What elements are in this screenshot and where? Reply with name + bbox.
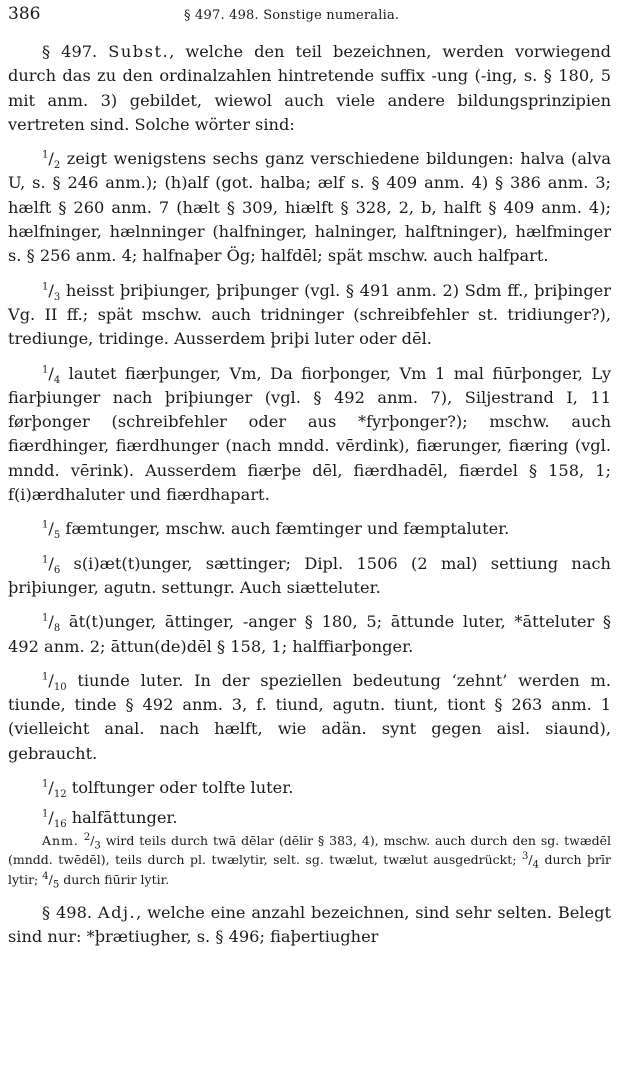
section-keyword: Adj.: [97, 903, 137, 923]
section-keyword: Subst.: [108, 42, 170, 61]
fraction: $^2/_3$: [83, 831, 101, 852]
page-header: [8, 0, 611, 30]
entry-text: halfāttunger.: [66, 808, 178, 828]
entry-eighth: [8, 610, 611, 659]
entry-third: [8, 279, 611, 352]
fraction: $^1/_5$: [42, 519, 61, 542]
fraction: $^1/_6$: [42, 553, 61, 576]
entry-text: fæmtunger, mschw. auch fæmtinger und fæmptaluter.: [60, 519, 510, 539]
fraction: $^1/_3$: [42, 280, 61, 303]
running-title: § 497. 498. Sonstige numeralia.: [184, 8, 400, 23]
annotation-note: [8, 831, 611, 890]
entry-quarter: [8, 362, 611, 508]
paragraph-text: , welche den teil bezeichnen, werden vorwiegend durch das zu den ordinalzahlen hintretende suffix -ung (-ing, s. § 180, 5 mit anm. 3) gebildet, wiewol auch viele andere bildungsprinzipien vertreten sind. Solche wörter sind:: [8, 42, 611, 134]
fraction: $^1/_{10}$: [42, 670, 67, 694]
entry-fifth: [8, 517, 611, 541]
fraction: $^1/_{16}$: [42, 808, 67, 831]
entry-tenth: [8, 669, 611, 766]
note-text: durch fiūrir lytir.: [59, 871, 170, 887]
entry-sixth: [8, 552, 611, 601]
fraction: $^3/_4$: [522, 850, 539, 871]
entry-text: zeigt wenigstens sechs ganz verschiedene bildungen: halva (alva U, s. § 246 anm.); (h)alf (got. halba; ælf s. § 409 anm. 4) § 386 anm. 3; hælft § 260 anm. 7 (hælt § 309, hiælft § 328, 2, b, halft § 409 anm. 4); hælfninger, hælnninger (halfninger, halninger, halftninger), hælfminger s. § 256 anm. 4; halfnaþer Ög; halfdēl; spät mschw. auch halfpart.: [8, 149, 611, 266]
page-number: 386: [8, 4, 41, 24]
entry-text: s(i)æt(t)unger, sættinger; Dipl. 1506 (2 mal) settiung nach þriþiunger, agutn. settungr. Auch siætteluter.: [8, 553, 611, 597]
section-number: § 497.: [42, 42, 98, 61]
entry-text: tiunde luter. In der speziellen bedeutung ‘zehnt’ werden m. tiunde, tinde § 492 anm. 3, f. tiund, agutn. tiunt, tiont § 263 anm. 1 (vielleicht anal. nach hælft, wie adän. synt gegen aisl. siaund), gebraucht.: [8, 670, 611, 763]
note-text: wird teils durch twā dēlar (dēlir § 383, 4), mschw. auch durch den sg. twædēl (mndd. twēdēl), teils durch pl. twælytir, selt. sg. twælut, twælut ausgedrückt;: [8, 832, 611, 868]
note-text: durch þrīr lytir;: [8, 852, 611, 887]
entry-twelfth: [8, 776, 611, 800]
entry-text: āt(t)unger, āttinger, -anger § 180, 5; āttunde luter, *ātteluter § 492 anm. 2; āttun(de)dēl § 158, 1; halffiarþonger.: [8, 612, 611, 656]
section-number: § 498.: [42, 903, 93, 923]
entry-sixteenth: [8, 806, 611, 830]
book-page: [8, 0, 611, 950]
entry-half: [8, 147, 611, 268]
entry-text: heisst þriþiunger, þriþunger (vgl. § 491 anm. 2) Sdm ff., þriþinger Vg. II ff.; spät mschw. auch tridninger (schreibfehler st. tridiunger?), trediunge, tridinge. Ausserdem þriþi luter oder dēl.: [8, 280, 611, 349]
fraction: $^1/_{12}$: [42, 778, 67, 801]
fraction: $^1/_8$: [42, 612, 61, 635]
fraction: $^4/_5$: [42, 870, 60, 891]
paragraph-498: [8, 901, 611, 950]
note-label: Anm.: [42, 832, 79, 848]
paragraph-497: [8, 40, 611, 137]
fraction: $^1/_2$: [42, 149, 61, 172]
fraction: $^1/_4$: [42, 363, 61, 386]
paragraph-text: , welche eine anzahl bezeichnen, sind sehr selten. Belegt sind nur: *þrætiugher, s. § 496; fiaþertiugher: [8, 903, 611, 947]
entry-text: tolftunger oder tolfte luter.: [66, 778, 294, 798]
entry-text: lautet fiærþunger, Vm, Da fiorþonger, Vm 1 mal fiūrþonger, Ly fiarþiunger nach þriþiunger (vgl. § 492 anm. 7), Siljestrand I, 11 førþonger (schreibfehler oder aus *fyrþonger?); mschw. auch fiærdhinger, fiærdhunger (nach mndd. vērdink), fiærunger, fiæring (vgl. mndd. vērink). Ausserdem fiærþe dēl, fiærdhadēl, fiærdel § 158, 1; f(i)ærdhaluter und fiærdhapart.: [8, 363, 611, 505]
